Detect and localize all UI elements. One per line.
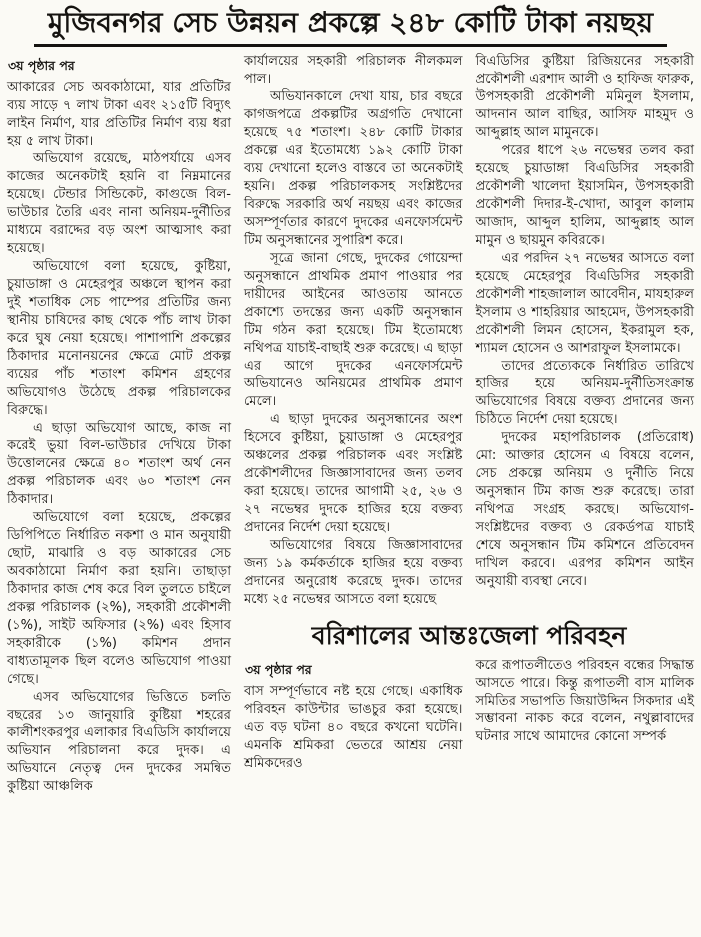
paragraph: পরের ধাপে ২৬ নভেম্বর তলব করা হয়েছে চুয়াডাঙ্গা বিএডিসির সহকারী প্রকৌশলী খালেদা ইয়াসমিন, উপসহকারী প্রকৌশলী দিদার-ই-খোদা, আবুল কালাম আজাদ, আব্দুল হালিম, আব্দুল্লাহ আল মামুন ও ছায়মুন কবিরকে। bbox=[475, 143, 694, 248]
continuation-label: ৩য় পৃষ্ঠার পর bbox=[8, 57, 75, 73]
paragraph: অভিযোগে বলা হয়েছে, কুষ্টিয়া, চুয়াডাঙ্গা ও মেহেরপুর অঞ্চলে স্থাপন করা দুই শতাধিক সেচ পাম্পের প্রতিটির জন্য স্থানীয় চাষিদের কাছ থেকে পাঁচ লাখ টাকা করে ঘুষ নেয়া হয়েছে। পাশাপাশি প্রকল্পের ঠিকাদার মনোনয়নের ক্ষেত্রে মোট প্রকল্প ব্যয়ের পাঁচ শতাংশ কমিশন গ্রহণের অভিযোগও উঠেছে প্রকল্প পরিচালকের বিরুদ্ধে। bbox=[7, 259, 231, 418]
paragraph: এসব অভিযোগের ভিত্তিতে চলতি বছরের ১৩ জানুয়ারি কুষ্টিয়া শহরের কালীশংকরপুর এলাকার বিএডিসি কার্যালয়ে অভিযান পরিচালনা করে দুদক। এ অভিযানে নেতৃত্ব দেন দুদকের সমন্বিত কুষ্টিয়া আঞ্চলিক bbox=[7, 689, 231, 795]
article1-column-1 bbox=[7, 53, 231, 797]
article1-columns-2-3 bbox=[244, 53, 694, 609]
paragraph: এর পরদিন ২৭ নভেম্বর আসতে বলা হয়েছে মেহেরপুর বিএডিসির সহকারী প্রকৌশলী শাহজালাল আবেদীন, মাযহারুল ইসলাম ও শাহরিয়ার আহমেদ, উপসহকারী প্রকৌশলী লিমন হোসেন, ইকরামুল হক, শ্যামল হোসেন ও আশরাফুল ইসলামকে। bbox=[475, 250, 694, 356]
paragraph: করে রূপাতলীতেও পরিবহন বন্ধের সিদ্ধান্ত আসতে পারে। কিন্তু রূপাতলী বাস মালিক সমিতির সভাপতি জিয়াউদ্দিন সিকদার এই সম্ভাবনা নাকচ করে বলেন, নথুল্লাবাদের ঘটনার সাথে আমাদের কোনো সম্পর্ক bbox=[475, 657, 694, 745]
paragraph: দুদকের মহাপরিচালক (প্রতিরোধ) মো: আক্তার হোসেন এ বিষয়ে বলেন, সেচ প্রকল্পে অনিয়ম ও দুর্নীতি নিয়ে অনুসন্ধান টিম কাজ শুরু করেছে। তারা নথিপত্র সংগ্রহ করছে। অভিযোগ-সংশ্লিষ্টদের বক্তব্য ও রেকর্ডপত্র যাচাই শেষে অনুসন্ধান টিম কমিশনে প্রতিবেদন দাখিল করবে। এরপর কমিশন আইন অনুযায়ী ব্যবস্থা নেবে। bbox=[475, 430, 694, 589]
article1-column-2 bbox=[244, 53, 463, 609]
paragraph: কার্যালয়ের সহকারী পরিচালক নীলকমল পাল। bbox=[244, 53, 463, 87]
article1-headline: মুজিবনগর সেচ উন্নয়ন প্রকল্পে ২৪৮ কোটি টাকা নয়ছয় bbox=[34, 6, 667, 47]
article2-column-1-text bbox=[244, 683, 463, 773]
article1-column-1-text bbox=[7, 79, 231, 797]
article2-column-1 bbox=[244, 657, 463, 773]
article2-columns bbox=[244, 657, 694, 773]
paragraph: আকারের সেচ অবকাঠামো, যার প্রতিটির ব্যয় সাড়ে ৭ লাখ টাকা এবং ২১৫টি বিদ্যুৎ লাইন নির্মাণ, যার প্রতিটির নির্মাণ ব্যয় ধরা হয় ৫ লাখ টাকা। bbox=[7, 79, 231, 149]
paragraph: বাস সম্পূর্ণভাবে নষ্ট হয়ে গেছে। একাধিক পরিবহন কাউন্টার ভাঙচুর করা হয়েছে। এত বড় ঘটনা ৪০ বছরে কখনো ঘটেনি। এমনকি শ্রমিকরা ভেতরে আশ্রয় নেয়া শ্রমিকদেরও bbox=[244, 683, 463, 771]
paragraph: অভিযোগের বিষয়ে জিজ্ঞাসাবাদের জন্য ১৯ কর্মকর্তাকে হাজির হয়ে বক্তব্য প্রদানের অনুরোধ করেছে দুদক। তাদের মধ্যে ২৫ নভেম্বর আসতে বলা হয়েছে bbox=[244, 537, 463, 607]
article2 bbox=[244, 619, 694, 773]
paragraph: অভিযোগে বলা হয়েছে, প্রকল্পের ডিপিপিতে নির্ধারিত নকশা ও মান অনুযায়ী ছোট, মাঝারি ও বড় আকারের সেচ অবকাঠামো নির্মাণ করা হয়নি। তাছাড়া ঠিকাদার কাজ শেষ করে বিল তুলতে চাইলে প্রকল্প পরিচালক (২%), সহকারী প্রকৌশলী (১%), সাইট অফিসার (২%) এবং হিসাব সহকারীকে (১%) কমিশন প্রদান বাধ্যতামূলক ছিল বলেও অভিযোগ পাওয়া গেছে। bbox=[7, 510, 231, 687]
paragraph: অভিযানকালে দেখা যায়, চার বছরে কাগজপত্রে প্রকল্পটির অগ্রগতি দেখানো হয়েছে ৭৫ শতাংশ। ২৪৮ কোটি টাকার প্রকল্পে এর ইতোমধ্যে ১৯২ কোটি টাকা ব্যয় দেখানো হলেও বাস্তবে তা অনেকটাই হয়নি। প্রকল্প পরিচালকসহ সংশ্লিষ্টদের বিরুদ্ধে সরকারি অর্থ নয়ছয় এবং কাজের অসম্পূর্ণতার কারণে দুদকের এনফোর্সমেন্ট টিম অনুসন্ধানের সুপারিশ করে। bbox=[244, 89, 463, 248]
right-area bbox=[244, 53, 694, 773]
paragraph: এ ছাড়া অভিযোগ আছে, কাজ না করেই ভুয়া বিল-ভাউচার দেখিয়ে টাকা উত্তোলনের ক্ষেত্রে ৪০ শতাংশ অর্থ নেন প্রকল্প পরিচালক এবং ৬০ শতাংশ নেন ঠিকাদার। bbox=[7, 420, 231, 508]
paragraph: অভিযোগ রয়েছে, মাঠপর্যায়ে এসব কাজের অনেকটাই হয়নি বা নিম্নমানের হয়েছে। টেন্ডার সিন্ডিকেট, কাগুজে বিল-ভাউচার তৈরি এবং নানা অনিয়ম-দুর্নীতির মাধ্যমে বরাদ্দের বড় অংশ আত্মসাৎ করা হয়েছে। bbox=[7, 151, 231, 257]
paragraph: বিএডিসির কুষ্টিয়া রিজিয়নের সহকারী প্রকৌশলী এরশাদ আলী ও হাফিজ ফারুক, উপসহকারী প্রকৌশলী মমিনুল ইসলাম, আদনান আল বাছির, আসিফ মাহমুদ ও আব্দুল্লাহ আল মামুনকে। bbox=[475, 53, 694, 141]
article2-headline: বরিশালের আন্তঃজেলা পরিবহন bbox=[311, 620, 627, 650]
continuation-label: ৩য় পৃষ্ঠার পর bbox=[245, 661, 312, 677]
paragraph: সূত্রে জানা গেছে, দুদকের গোয়েন্দা অনুসন্ধানে প্রাথমিক প্রমাণ পাওয়ার পর দায়ীদের আইনের আওতায় আনতে প্রকাশ্যে তদন্তের জন্য একটি অনুসন্ধান টিম গঠন করা হয়েছে। টিম ইতোমধ্যে নথিপত্র যাচাই-বাছাই শুরু করেছে। এ ছাড়া এর আগে দুদকের এনফোর্সমেন্ট অভিযানেও অনিয়মের প্রাথমিক প্রমাণ মেলে। bbox=[244, 250, 463, 410]
article2-column-2 bbox=[476, 657, 695, 773]
article1-column-3 bbox=[476, 53, 695, 609]
paragraph: তাদের প্রত্যেককে নির্ধারিত তারিখে হাজির হয়ে অনিয়ম-দুর্নীতিসংক্রান্ত অভিযোগের বিষয়ে বক্তব্য প্রদানের জন্য চিঠিতে নির্দেশ দেয়া হয়েছে। bbox=[475, 358, 694, 428]
article1-headline-wrap bbox=[7, 6, 694, 47]
article1-body bbox=[7, 53, 694, 797]
paragraph: এ ছাড়া দুদকের অনুসন্ধানের অংশ হিসেবে কুষ্টিয়া, চুয়াডাঙ্গা ও মেহেরপুর অঞ্চলের প্রকল্প পরিচালক এবং সংশ্লিষ্ট প্রকৌশলীদের জিজ্ঞাসাবাদের জন্য তলব করা হয়েছে। তাদের আগামী ২৫, ২৬ ও ২৭ নভেম্বর দুদকে হাজির হয়ে বক্তব্য প্রদানের নির্দেশ দেয়া হয়েছে। bbox=[244, 412, 463, 535]
